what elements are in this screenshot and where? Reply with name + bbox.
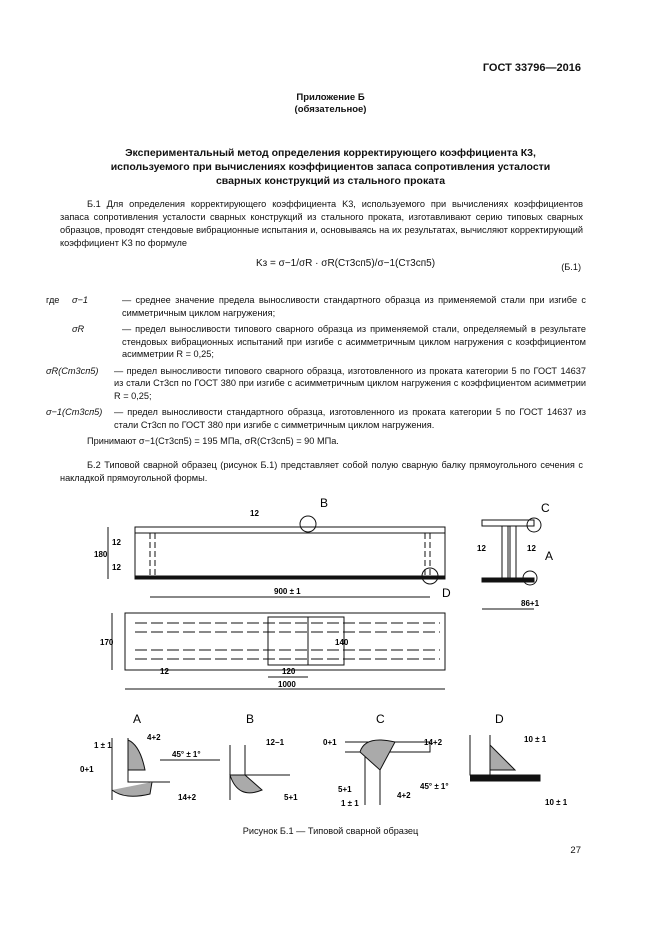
dim-label: 170 (100, 638, 114, 647)
dim-label: 12 (250, 509, 259, 518)
dim-label: 4+2 (147, 733, 161, 742)
dim-label: 86+1 (521, 599, 540, 608)
dim-label: 14+2 (424, 738, 443, 747)
callout-label: D (442, 586, 451, 600)
callout-b-circle (300, 516, 316, 532)
dim-label: 14+2 (178, 793, 197, 802)
dim-label: 12 (477, 544, 486, 553)
annex-name: Приложение Б (296, 92, 365, 103)
dim-label: 5+1 (338, 785, 352, 794)
figure-caption: Рисунок Б.1 — Типовой сварной образец (242, 826, 419, 836)
detail-label: C (376, 712, 385, 726)
definition-text: — среднее значение предела выносливости стандартного образца из применяемой стали при изгибе с симметричным циклом нагружения; (122, 295, 586, 318)
callout-label: C (541, 501, 550, 515)
title-line-3: сварных конструкций из стального проката (215, 175, 446, 187)
dim-label: 4+2 (397, 791, 411, 800)
dim-label: 180 (94, 550, 108, 559)
title-line-2: используемого при вычислениях коэффициентов запаса сопротивления усталости (110, 161, 551, 173)
dim-label: 10 ± 1 (545, 798, 568, 807)
detail-label: A (133, 712, 142, 726)
page-number: 27 (570, 845, 581, 856)
dim-label: 0+1 (323, 738, 337, 747)
definition-symbol: σR(Ст3сп5) (46, 365, 99, 376)
dim-label: 12 (160, 667, 169, 676)
formula-number: (Б.1) (561, 262, 581, 272)
dim-label: 12 (112, 538, 121, 547)
dim-label: 1 ± 1 (341, 799, 359, 808)
formula-b1: Kз = σ−1/σR · σR(Ст3сп5)/σ−1(Ст3сп5) (256, 258, 436, 269)
dim-label: 45° ± 1° (172, 750, 201, 759)
standard-header: ГОСТ 33796—2016 (482, 62, 581, 74)
dim-label: 12−1 (266, 738, 285, 747)
accepted-values: Принимают σ−1(Ст3сп5) = 195 МПа, σR(Ст3сп5) = 90 МПа. (87, 436, 339, 446)
paragraph-b1: Б.1 Для определения корректирующего коэффициента K3, используемого при вычислениях коэффициентов запаса сопротивления усталости сварных конструкций из стального проката, изготавливают серию типовых сварных образцов, проводят стендовые вибрационные испытания и, основываясь на их результатах, вычисляют корректирующий коэффициент K3 по формуле (60, 199, 583, 248)
definition-symbol: σR (72, 324, 85, 334)
definition-symbol: σ−1 (72, 295, 89, 305)
definition-symbol: σ−1(Ст3сп5) (46, 407, 103, 417)
dim-label: 120 (282, 667, 296, 676)
dim-label: 5+1 (284, 793, 298, 802)
beam-top-view (125, 613, 445, 670)
dim-label: 1000 (278, 680, 296, 689)
definition-text: — предел выносливости типового сварного образца из применяемой стали, определяемый в результате стендовых вибрационных испытаний при изгибе с асимметричным циклом нагружения с коэффициентом асимметрии R = 0,25; (122, 324, 586, 359)
beam-front-view (135, 527, 445, 579)
title-line-1: Экспериментальный метод определения корректирующего коэффициента К3, (125, 147, 536, 159)
dim-label: 10 ± 1 (524, 735, 547, 744)
definition-text: — предел выносливости стандартного образца, изготовленного из проката категории 5 по ГОСТ 14637 из стали Ст3сп по ГОСТ 380 при изгибе с симметричным циклом нагружения. (114, 407, 586, 430)
callout-label: B (320, 496, 329, 510)
definition-text: — предел выносливости типового сварного образца, изготовленного из проката категории 5 по ГОСТ 14637 из стали Ст3сп по ГОСТ 380 при изгибе с асимметричным циклом нагружения с коэффициентом асимметрии R = 0,25; (114, 365, 586, 401)
callout-label: A (545, 549, 554, 563)
dim-label: 45° ± 1° (420, 782, 449, 791)
where-word: где (46, 295, 60, 305)
detail-label: D (495, 712, 504, 726)
detail-label: B (246, 712, 255, 726)
paragraph-b2: Б.2 Типовой сварной образец (рисунок Б.1) представляет собой полую сварную балку прямоугольного сечения с накладкой прямоугольной формы. (60, 460, 583, 483)
annex-status: (обязательное) (294, 104, 367, 115)
dim-label: 0+1 (80, 765, 94, 774)
dim-label: 900 ± 1 (274, 587, 301, 596)
dim-label: 12 (527, 544, 536, 553)
dim-label: 12 (112, 563, 121, 572)
dim-label: 140 (335, 638, 349, 647)
dim-label: 1 ± 1 (94, 741, 112, 750)
